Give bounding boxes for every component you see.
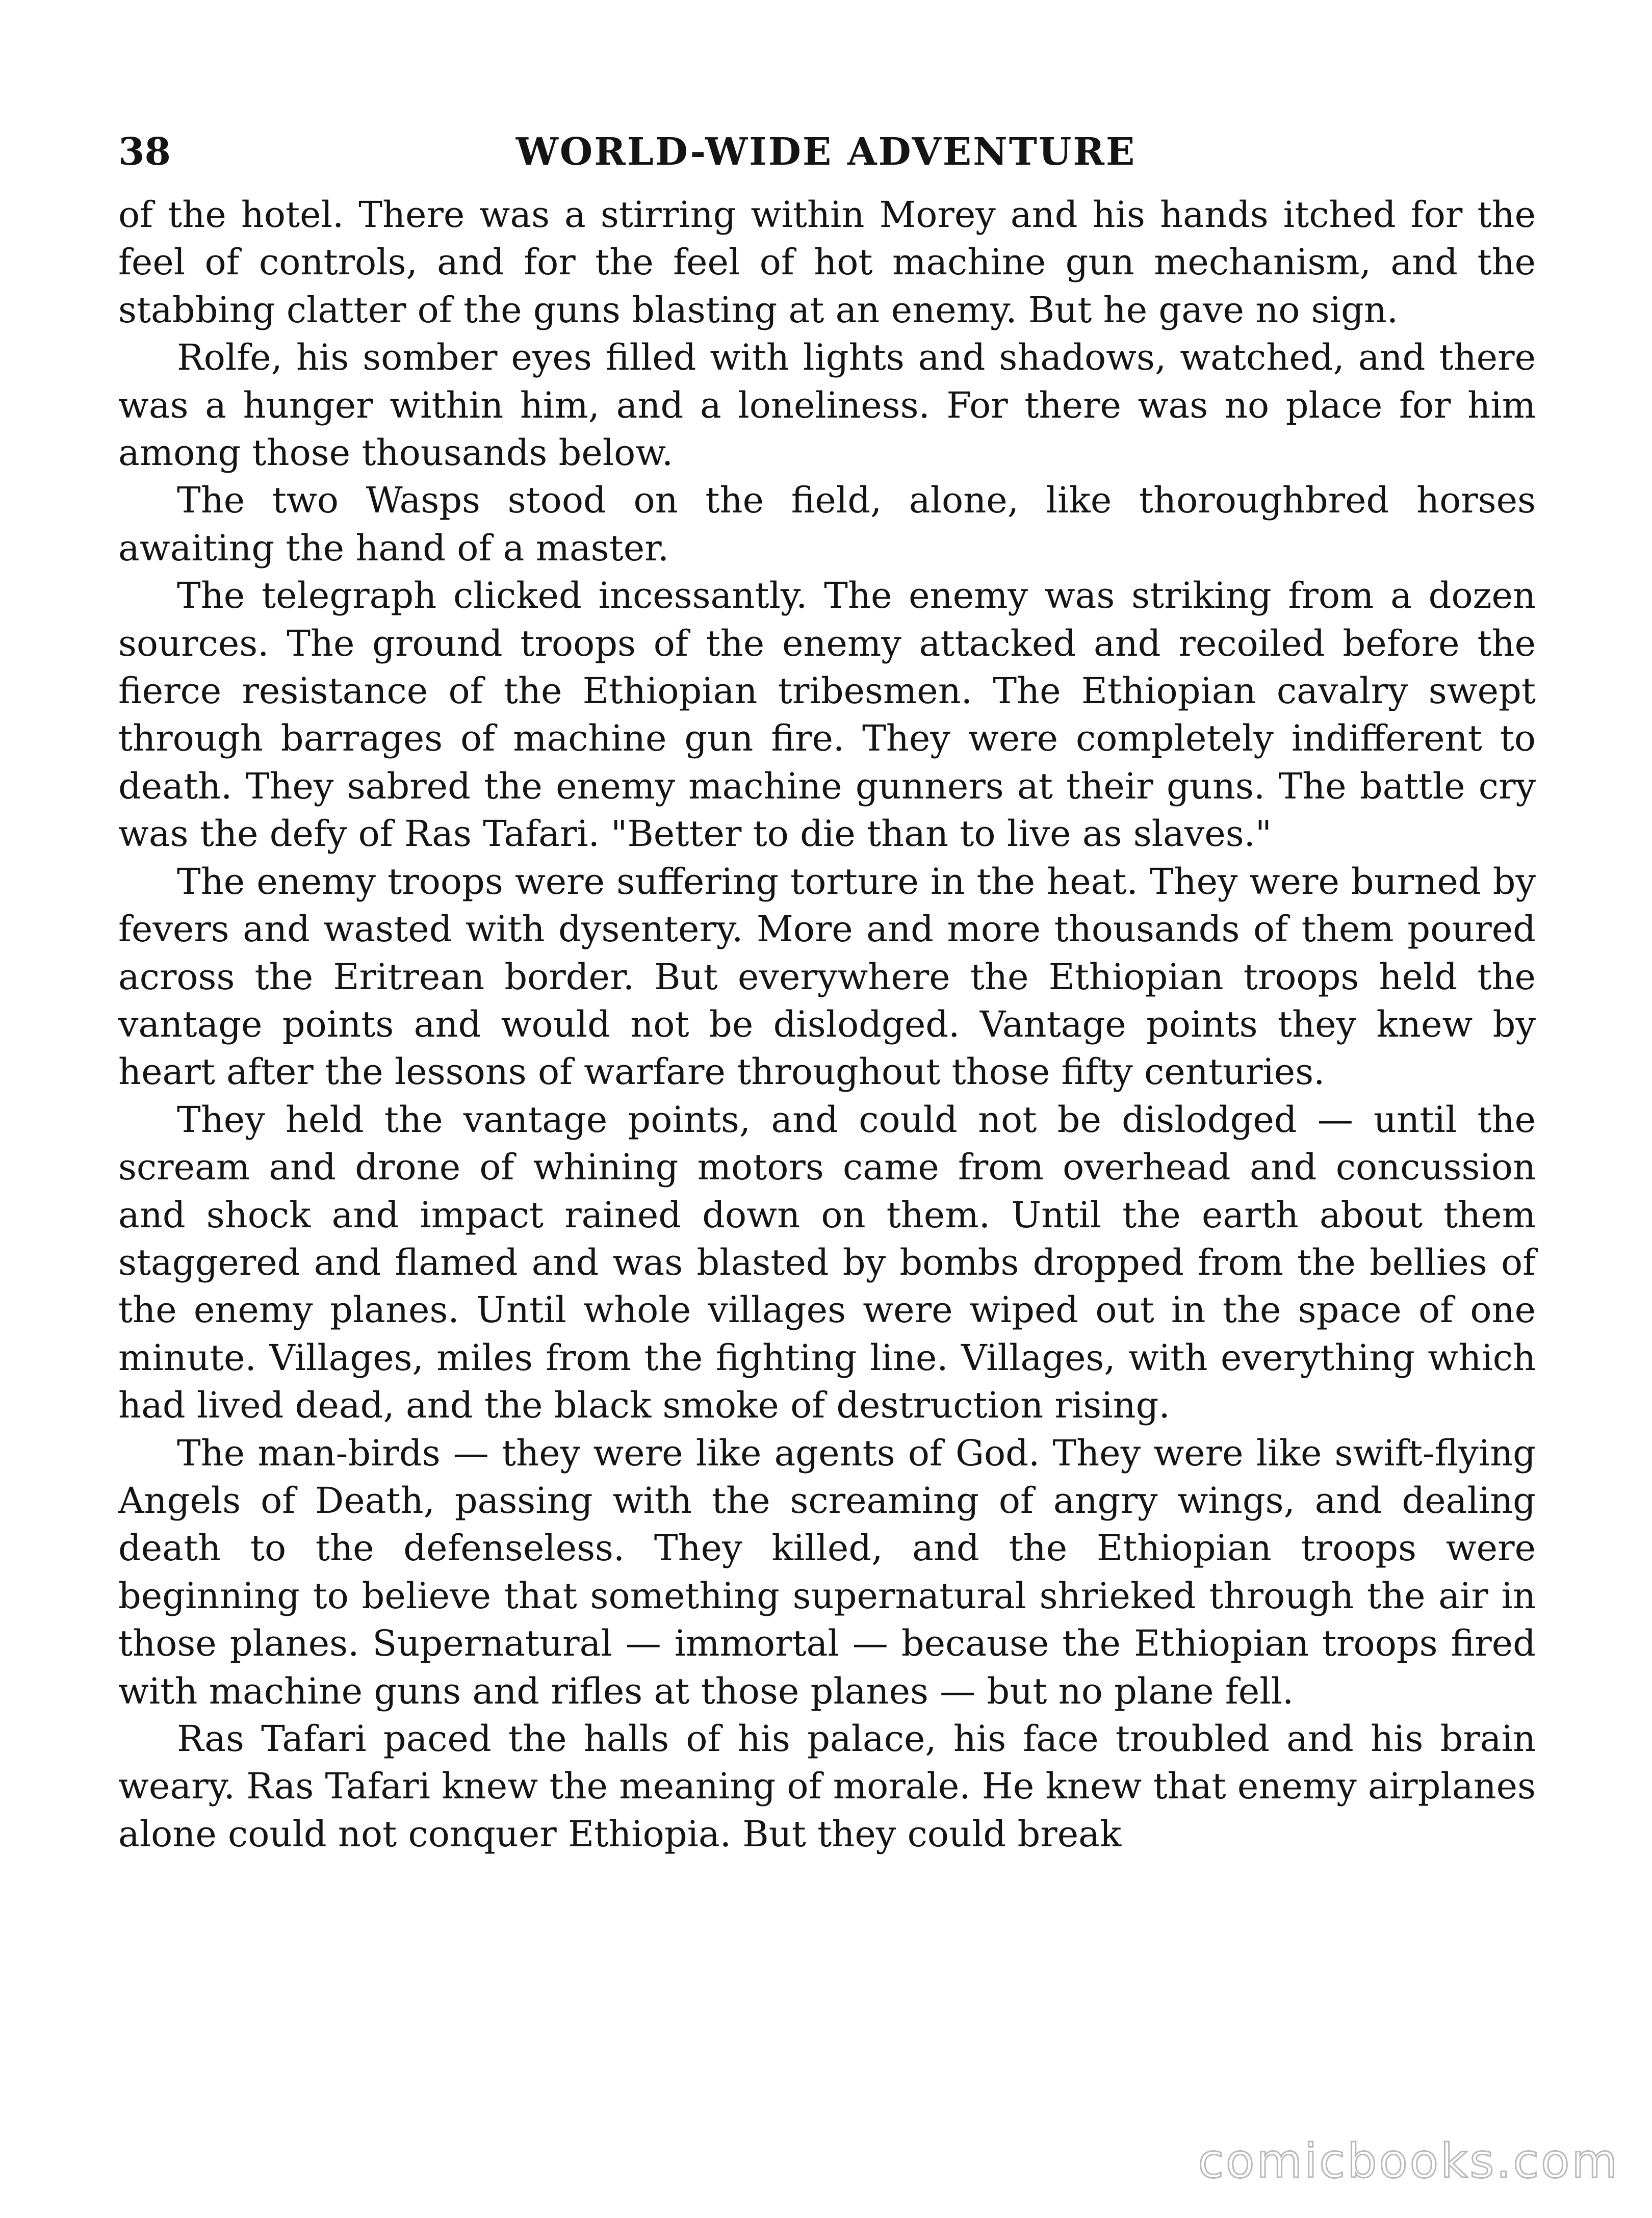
paragraph: Ras Tafari paced the halls of his palace, his face troubled and his brain weary. Ras Tafari knew the meaning of morale. He knew that enemy airplanes alone could not conquer Ethiopia. But they could break [118,1718,1536,1855]
running-title: WORLD-WIDE ADVENTURE [515,130,1137,174]
watermark: comicbooks.com [1198,2134,1619,2188]
paragraph: The man-birds — they were like agents of God. They were like swift-flying Angels of Death, passing with the screaming of angry wings, and dealing death to the defenseless. They killed, and the Ethiopian troops were beginning to believe that something supernatural shrieked through the air in those planes. Supernatural — immortal — because the Ethiopian troops fired with machine guns and rifles at those planes — but no plane fell. [118,1432,1536,1712]
paragraph: The enemy troops were suffering torture in the heat. They were burned by fevers and wasted with dysentery. More and more thousands of them poured across the Eritrean border. But everywhere the Ethiopian troops held the vantage points and would not be dislodged. Vantage points they knew by heart after the lessons of warfare throughout those fifty centuries. [118,860,1536,1093]
page-number: 38 [118,130,171,174]
body-text [118,191,1536,1858]
running-head [118,121,1534,183]
paragraph: The two Wasps stood on the field, alone, like thoroughbred horses awaiting the hand of a master. [118,479,1536,569]
paragraph: of the hotel. There was a stirring within Morey and his hands itched for the feel of controls, and for the feel of hot machine gun mechanism, and the stabbing clatter of the guns blasting at an enemy. But he gave no sign. [118,194,1536,331]
paragraph: Rolfe, his somber eyes filled with lights and shadows, watched, and there was a hunger within him, and a loneliness. For there was no place for him among those thousands below. [118,337,1536,474]
paragraph: They held the vantage points, and could not be dislodged — until the scream and drone of whining motors came from overhead and concussion and shock and impact rained down on them. Until the earth about them staggered and flamed and was blasted by bombs dropped from the bellies of the enemy planes. Until whole villages were wiped out in the space of one minute. Villages, miles from the fighting line. Villages, with everything which had lived dead, and the black smoke of destruction rising. [118,1098,1536,1427]
paragraph: The telegraph clicked incessantly. The enemy was striking from a dozen sources. The ground troops of the enemy attacked and recoiled before the fierce resistance of the Ethiopian tribesmen. The Ethiopian cavalry swept through barrages of machine gun fire. They were completely indifferent to death. They sabred the enemy machine gunners at their guns. The battle cry was the defy of Ras Tafari. "Better to die than to live as slaves." [118,575,1536,855]
